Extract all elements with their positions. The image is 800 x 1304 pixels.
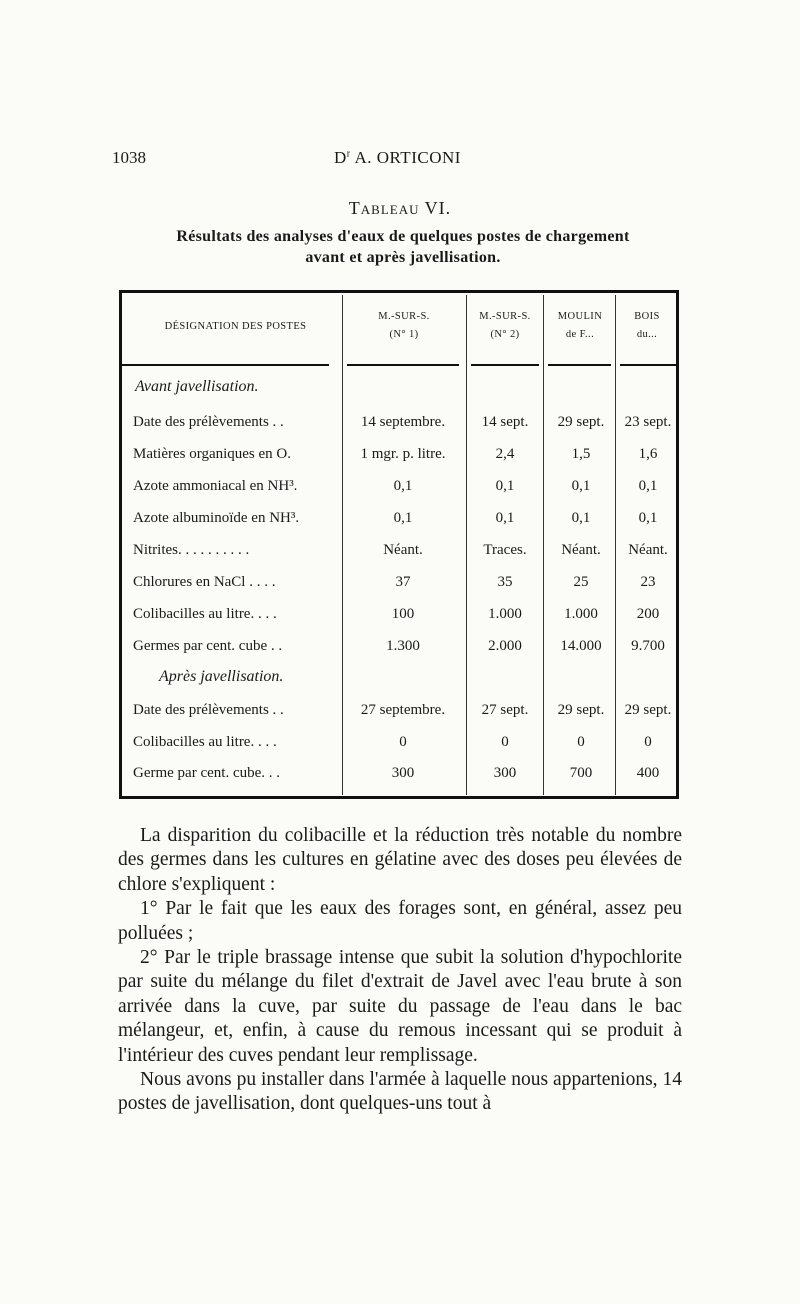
body-text <box>118 824 682 1117</box>
cell-col-3: Néant. <box>561 542 601 558</box>
cell-col-4: 0 <box>644 734 652 750</box>
paragraph: Nous avons pu installer dans l'armée à laquelle nous appartenions, 14 postes de javellisation, dont quelques-uns tout à <box>118 1069 682 1115</box>
cell-col-3: 29 sept. <box>557 702 605 718</box>
table-row <box>119 765 679 795</box>
cell-col-2: 0,1 <box>495 510 515 526</box>
table-bottom-rule <box>119 796 679 799</box>
cell-col-2: 2.000 <box>488 638 522 654</box>
header-col-2 <box>467 308 543 344</box>
table-row <box>119 542 679 572</box>
cell-col-4: 9.700 <box>631 638 665 654</box>
header-col-3 <box>545 308 615 344</box>
cell-col-1: 27 septembre. <box>360 702 446 718</box>
row-label: Matières organiques en O. <box>133 446 292 462</box>
cell-col-4: Néant. <box>628 542 668 558</box>
cell-col-2: 0 <box>501 734 509 750</box>
cell-col-2: 0,1 <box>495 478 515 494</box>
section-after-heading: Après javellisation. <box>159 668 284 685</box>
cell-col-1: Néant. <box>383 542 423 558</box>
row-label: Colibacilles au litre. . . . <box>133 734 277 750</box>
table-row <box>119 606 679 636</box>
header-col-4-line-2: du... <box>636 329 658 340</box>
row-label: Germe par cent. cube. . . <box>133 765 281 781</box>
header-col-1 <box>343 308 465 344</box>
header-col-3-line-2: de F... <box>565 329 595 340</box>
paragraph: 2° Par le triple brassage intense que subit la solution d'hypochlorite par suite du mélange du filet d'extrait de Javel avec l'eau brute à son arrivée dans la cuve, par suite du passage de l'eau dans le bac mélangeur, et, enfin, à cause du remous incessant qui se produit à l'intérieur des cuves pendant leur remplissage. <box>118 947 682 1066</box>
cell-col-3: 25 <box>573 574 589 590</box>
cell-col-1: 100 <box>391 606 415 622</box>
cell-col-2: 1.000 <box>488 606 522 622</box>
running-author <box>334 148 461 168</box>
table-row <box>119 510 679 540</box>
caption-line-2: avant et après javellisation. <box>305 249 501 266</box>
row-label: Date des prélèvements . . <box>133 414 284 430</box>
row-label: Germes par cent. cube . . <box>133 638 283 654</box>
cell-col-1: 14 septembre. <box>360 414 446 430</box>
cell-col-4: 29 sept. <box>624 702 672 718</box>
cell-col-4: 0,1 <box>638 478 658 494</box>
header-col-1-line-2: (N° 1) <box>389 329 419 340</box>
cell-col-3: 29 sept. <box>557 414 605 430</box>
cell-col-4: 400 <box>636 765 660 781</box>
cell-col-3: 0,1 <box>571 478 591 494</box>
paragraph: La disparition du colibacille et la réduction très notable du nombre des germes dans les cultures en gélatine avec des doses peu élevées de chlore s'expliquent : <box>118 825 682 895</box>
author-prefix: D <box>334 148 347 167</box>
header-col-2-line-2: (N° 2) <box>490 329 520 340</box>
cell-col-3: 1.000 <box>564 606 598 622</box>
header-col-1-line-1: M.-SUR-S. <box>378 311 430 322</box>
header-underline <box>548 364 611 366</box>
cell-col-3: 1,5 <box>571 446 591 462</box>
cell-col-2: Traces. <box>483 542 527 558</box>
cell-col-1: 0,1 <box>393 510 413 526</box>
cell-col-4: 23 <box>640 574 656 590</box>
row-label: Azote ammoniacal en NH³. <box>133 478 298 494</box>
cell-col-1: 1 mgr. p. litre. <box>360 446 446 462</box>
cell-col-4: 23 sept. <box>624 414 672 430</box>
row-label: Chlorures en NaCl . . . . <box>133 574 276 590</box>
cell-col-3: 700 <box>569 765 593 781</box>
cell-col-2: 300 <box>493 765 517 781</box>
cell-col-1: 1.300 <box>386 638 420 654</box>
row-label: Date des prélèvements . . <box>133 702 284 718</box>
header-underline <box>119 364 329 366</box>
page-number: 1038 <box>112 148 146 167</box>
table-row <box>119 638 679 668</box>
header-col-2-line-1: M.-SUR-S. <box>479 311 531 322</box>
cell-col-2: 27 sept. <box>481 702 529 718</box>
results-table <box>119 290 679 800</box>
cell-col-3: 0 <box>577 734 585 750</box>
row-label: Azote albuminoïde en NH³. <box>133 510 300 526</box>
table-row <box>119 734 679 764</box>
author-prefix-sup: r <box>346 148 351 160</box>
cell-col-4: 1,6 <box>638 446 658 462</box>
cell-col-4: 200 <box>636 606 660 622</box>
table-top-rule <box>119 290 679 293</box>
caption-line-1: Résultats des analyses d'eaux de quelques postes de chargement <box>176 228 630 245</box>
table-caption <box>112 226 694 268</box>
header-underline <box>620 364 676 366</box>
header-col-3-line-1: MOULIN <box>557 311 603 322</box>
cell-col-3: 0,1 <box>571 510 591 526</box>
table-row <box>119 702 679 732</box>
cell-col-2: 35 <box>497 574 513 590</box>
table-row <box>119 446 679 476</box>
header-underline <box>471 364 539 366</box>
row-label: Colibacilles au litre. . . . <box>133 606 277 622</box>
cell-col-1: 0,1 <box>393 478 413 494</box>
cell-col-1: 300 <box>391 765 415 781</box>
cell-col-2: 14 sept. <box>481 414 529 430</box>
cell-col-2: 2,4 <box>495 446 515 462</box>
cell-col-1: 0 <box>399 734 407 750</box>
section-before-heading: Avant javellisation. <box>135 378 259 395</box>
author-name: A. ORTICONI <box>354 148 461 167</box>
header-underline <box>347 364 459 366</box>
row-label: Nitrites. . . . . . . . . . <box>133 542 250 558</box>
paragraph: 1° Par le fait que les eaux des forages sont, en général, assez peu polluées ; <box>118 898 682 944</box>
cell-col-4: 0,1 <box>638 510 658 526</box>
header-col-4-line-1: BOIS <box>634 311 660 322</box>
table-title: Tableau VI. <box>348 198 452 218</box>
cell-col-1: 37 <box>395 574 411 590</box>
header-designation: DÉSIGNATION DES POSTES <box>164 321 307 332</box>
table-row <box>119 574 679 604</box>
cell-col-3: 14.000 <box>560 638 602 654</box>
header-col-4 <box>617 308 677 344</box>
table-row <box>119 414 679 444</box>
running-header <box>112 148 694 172</box>
table-row <box>119 478 679 508</box>
